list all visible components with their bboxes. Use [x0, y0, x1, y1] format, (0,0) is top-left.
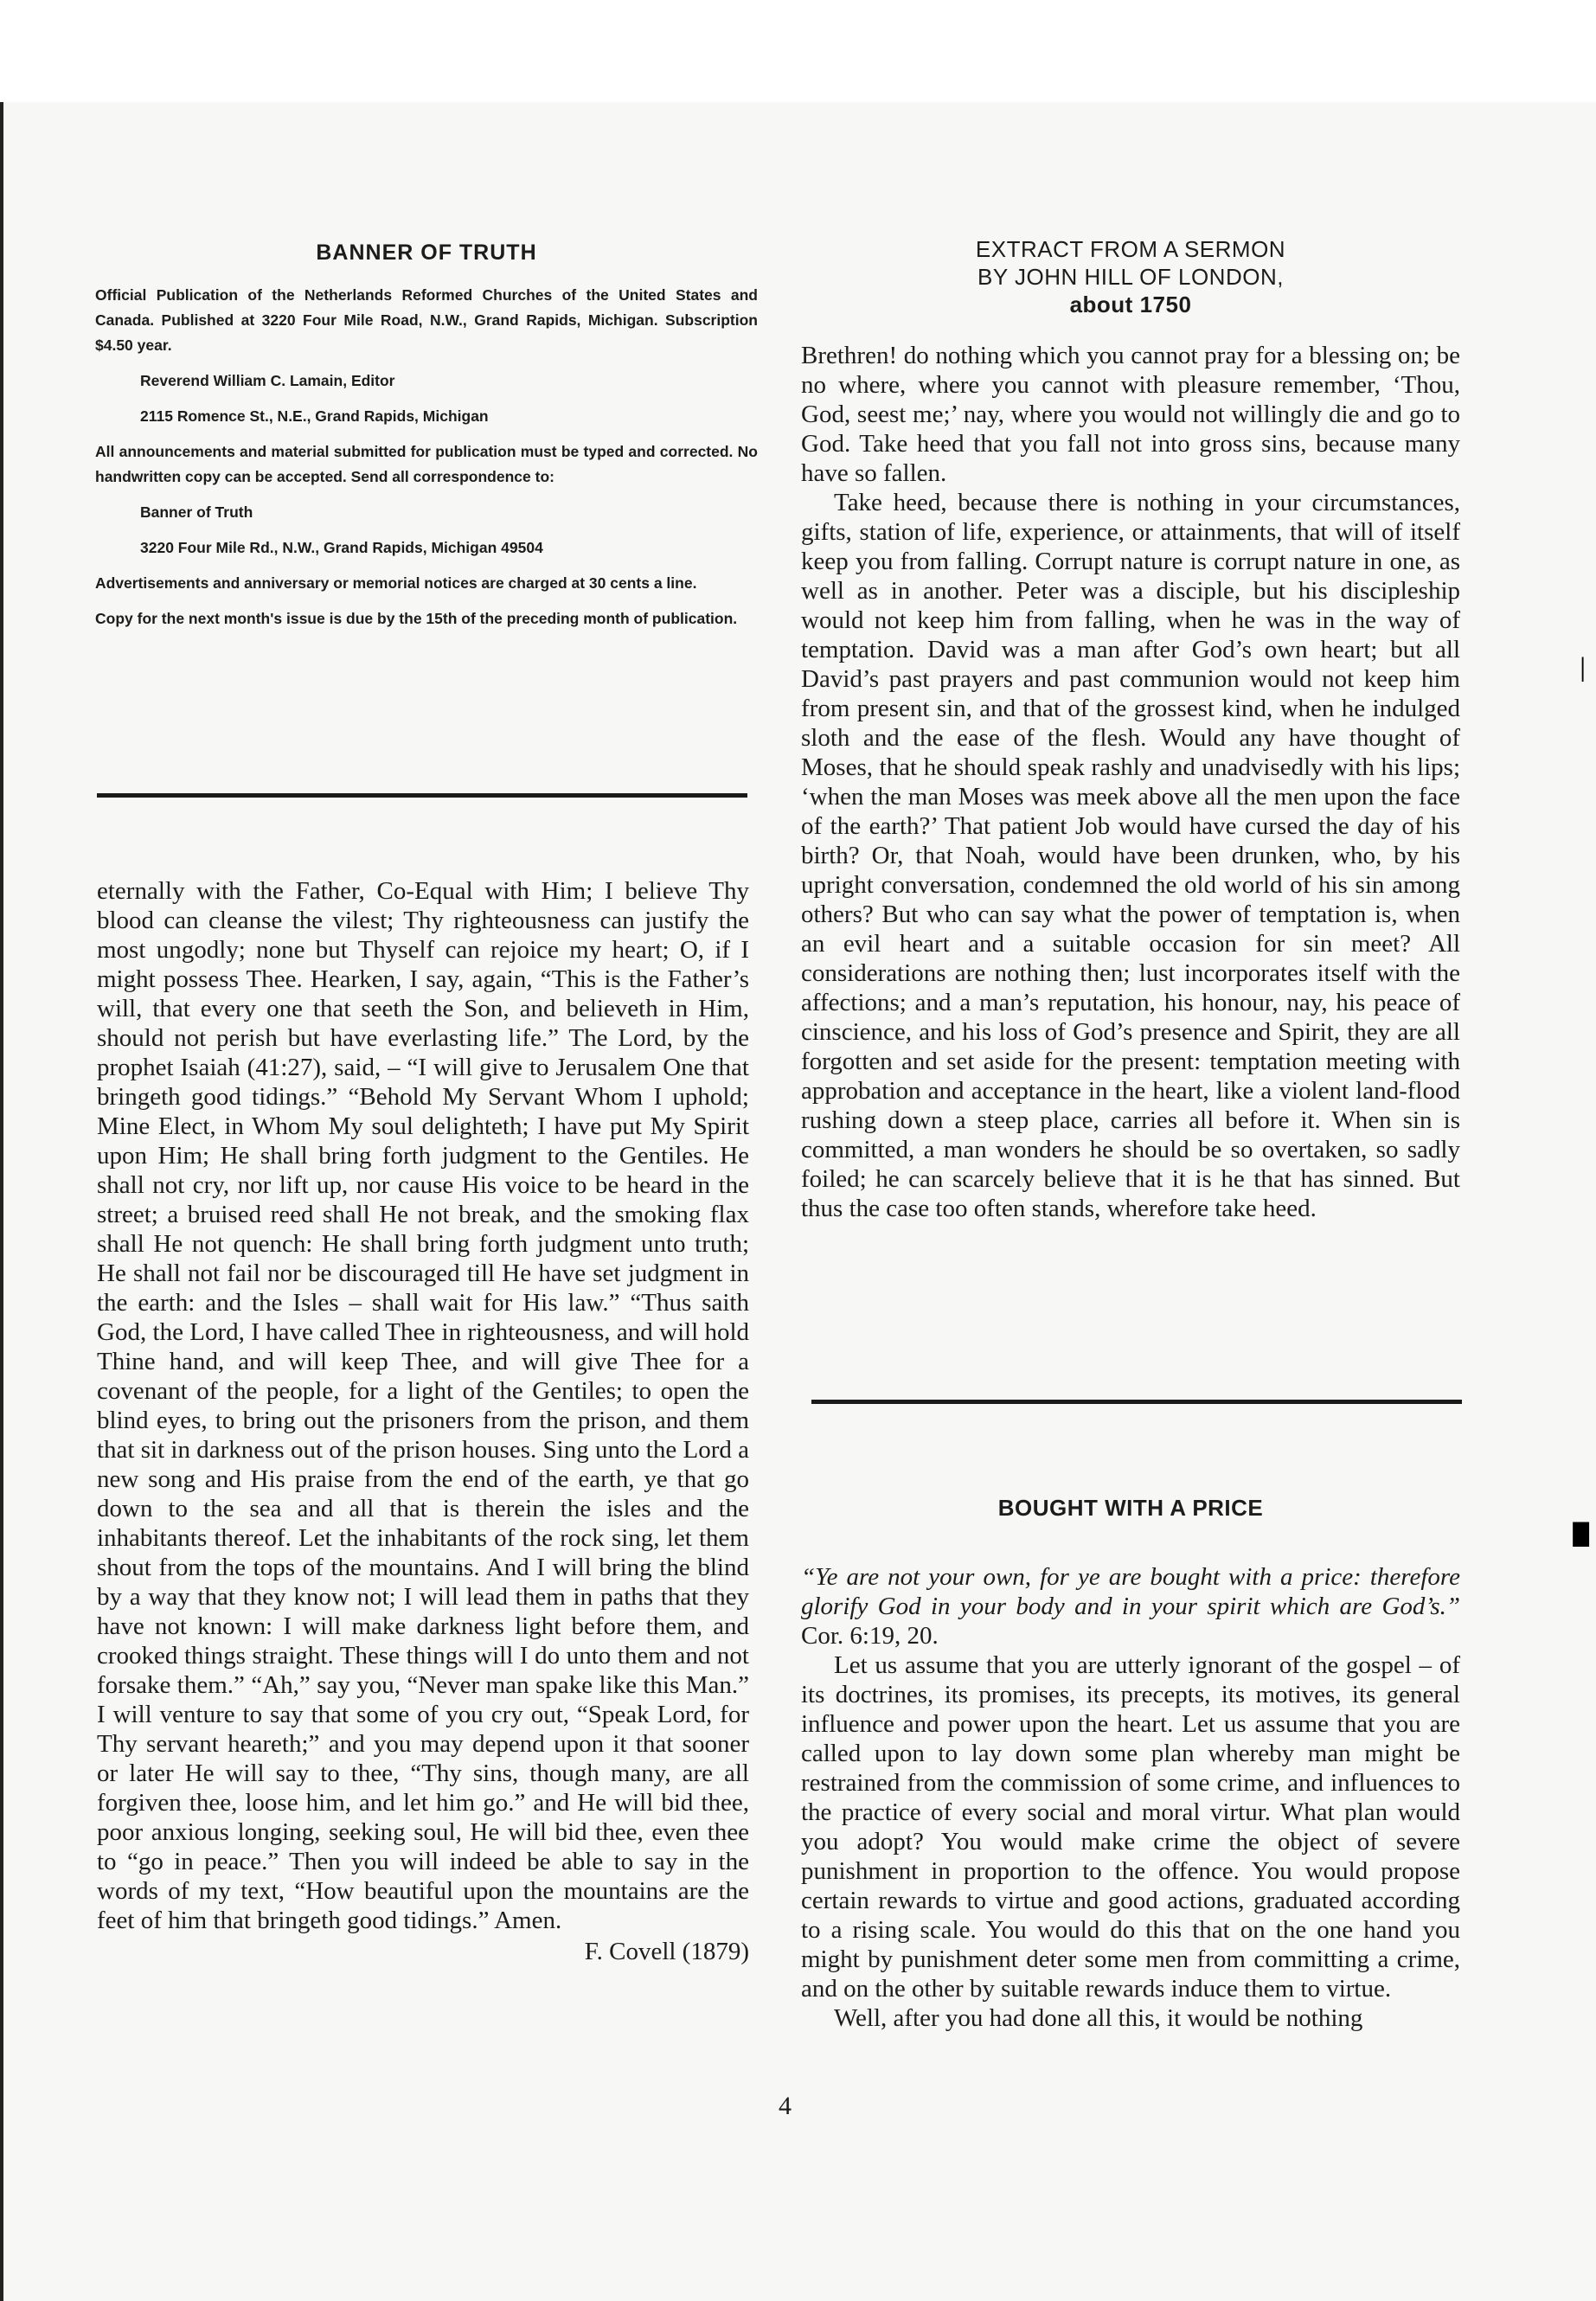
scan-top-margin — [0, 0, 1596, 102]
bought-paragraph-1: Let us assume that you are utterly ignorant of the gospel – of its doctrines, its promises, its precepts, its motives, its general influence and power upon the heart. Let us assume that you are called upon to lay down some plan whereby man might be restrained from the commission of some crime, and influences to the practice of every social and moral virtur. What plan would you adopt? You would make crime the object of severe punishment in proportion to the offence. You would propose certain rewards to virtue and good actions, graduated according to a rising scale. You would do this that on the one hand you might by punishment deter some men from committing a crime, and on the other by suitable rewards induce them to virtue. — [801, 1651, 1460, 2003]
bought-paragraph-2: Well, after you had done all this, it would be nothing — [834, 2004, 1363, 2032]
advertising-note: Advertisements and anniversary or memorial notices are charged at 30 cents a line. — [95, 574, 697, 592]
extract-paragraph-2: Take heed, because there is nothing in your circumstances, gifts, station of life, experience, or attainments, that will of itself keep you from falling. Corrupt nature is corrupt nature in one, as well as in another. Peter was a disciple, but his discipleship would not keep him from falling, when he was in the way of temptation. David was a man after God’s own heart; but all David’s past prayers and past communion would not keep him from present sin, and that of the grossest kind, when he indulged sloth and the ease of the flesh. Would any have thought of Moses, that he should speak rashly and unadvisedly with his lips; ‘when the man Moses was meek above all the men upon the face of the earth?’ That patient Job would have cursed the day of his birth? Or, that Noah, would have been drunken, who, by his upright conversation, condemned the old world of his sin among others? But who can say what the power of temptation is, when an evil heart and a suitable occasion for sin meet? All considerations are nothing then; lust incorporates itself with the affections; and a man’s reputation, his honour, nay, his peace of cinscience, and his loss of God’s presence and Spirit, they are all forgotten and set aside for the present: temptation meeting with approbation and acceptance in the heart, like a violent land-flood rushing down a steep place, carries all before it. When sin is committed, a man wonders he should be so overtaken, so sadly foiled; he can scarcely believe that it is he that has sinned. But thus the case too often stands, wherefore take heed. — [801, 489, 1460, 1222]
masthead-title: BANNER OF TRUTH — [316, 240, 537, 265]
sermon-text: eternally with the Father, Co-Equal with Him; I believe Thy blood can cleanse the vilest; Thy righteousness can justify the most ungodly; none but Thyself can rejoice my heart; O, if I might possess Thee. Hearken, I say, again, “This is the Father’s will, that every one that seeth the Son, and believeth in Him, should not perish but have everlasting life.” The Lord, by the prophet Isaiah (41:27), said, – “I will give to Jerusalem One that bringeth good tidings.” “Behold My Servant Whom I uphold; Mine Elect, in Whom My soul delighteth; I have put My Spirit upon Him; He shall bring forth judgment to the Gentiles. He shall not cry, nor lift up, nor cause His voice to be heard in the street; a bruised reed shall He not break, and the smoking flax shall He not quench: He shall bring forth judgment unto truth; He shall not fail nor be discouraged till He have set judgment in the earth: and the Isles – shall wait for His law.” “Thus saith God, the Lord, I have called Thee in righteousness, and will hold Thine hand, and will keep Thee, and will give Thee for a covenant of the people, for a light of the Gentiles; to open the blind eyes, to bring out the prisoners from the prison, and them that sit in darkness out of the prison houses. Sing unto the Lord a new song and His praise from the end of the earth, ye that go down to the sea and all that is therein the isles and the inhabitants thereof. Let the inhabitants of the rock sing, let them shout from the tops of the mountains. And I will bring the blind by a way that they know not; I will lead them in paths that they have not known: I will make darkness light before them, and crooked things straight. These things will I do unto them and not forsake them.” “Ah,” say you, “Never man spake like this Man.” I will venture to say that some of you cry out, “Speak Lord, for Thy servant heareth;” and you may depend upon it that sooner or later He will say to thee, “Thy sins, though many, are all forgiven thee, loose him, and let him go.” and He will bid thee, poor anxious longing, seeking soul, He will bid thee, even thee to “go in peace.” Then you will indeed be able to say in the words of my text, “How beautiful upon the mountains are the feet of him that bringeth good tidings.” Amen. — [97, 877, 749, 1934]
divider-rule-left — [97, 793, 747, 798]
submission-note: All announcements and material submitted for publication must be typed and corrected. No handwritten copy can be accepted. Send all correspondence to: — [95, 443, 758, 485]
extract-heading-line2: BY JOHN HILL OF LONDON, — [977, 264, 1284, 290]
deadline-note: Copy for the next month's issue is due by the 15th of the preceding month of publication. — [95, 610, 738, 627]
bought-body — [801, 1562, 1460, 2033]
scan-left-edge — [0, 102, 3, 2301]
bought-epigraph — [801, 1562, 1460, 1650]
page-number: 4 — [779, 2092, 792, 2120]
masthead-info — [95, 283, 758, 631]
scan-edge-mark: █ — [1573, 1522, 1589, 1547]
sermon-continuation — [97, 876, 749, 1966]
epigraph-reference: Cor. 6:19, 20. — [801, 1622, 939, 1650]
extract-heading-line3: about 1750 — [1069, 292, 1192, 317]
correspondence-address: 3220 Four Mile Rd., N.W., Grand Rapids, Michigan 49504 — [140, 539, 543, 556]
publication-info: Official Publication of the Netherlands Reformed Churches of the United States and Canada. Published at 3220 Four Mile Road, N.W., Grand Rapids, Michigan. Subscription $4.50 year. — [95, 286, 758, 354]
extract-body — [801, 341, 1460, 1223]
editor-address: 2115 Romence St., N.E., Grand Rapids, Michigan — [140, 407, 489, 425]
bought-heading: BOUGHT WITH A PRICE — [997, 1495, 1264, 1521]
extract-heading-line1: EXTRACT FROM A SERMON — [975, 236, 1286, 262]
divider-rule-right — [811, 1400, 1462, 1404]
epigraph-quote: “Ye are not your own, for ye are bought with a price: therefore glorify God in your body and in your spirit which are God’s.” — [801, 1563, 1460, 1620]
scan-edge-mark: │ — [1576, 657, 1589, 682]
extract-paragraph-1: Brethren! do nothing which you cannot pray for a blessing on; be no where, where you cannot with pleasure remember, ‘Thou, God, seest me;’ nay, where you would not willingly die and go to God. Take heed that you fall not into gross sins, because many have so fallen. — [801, 342, 1460, 487]
editor-name: Reverend William C. Lamain, Editor — [140, 372, 395, 389]
masthead-block — [95, 234, 758, 642]
correspondence-name: Banner of Truth — [140, 503, 253, 521]
sermon-signature: F. Covell (1879) — [584, 1938, 749, 1965]
extract-heading — [799, 235, 1462, 318]
